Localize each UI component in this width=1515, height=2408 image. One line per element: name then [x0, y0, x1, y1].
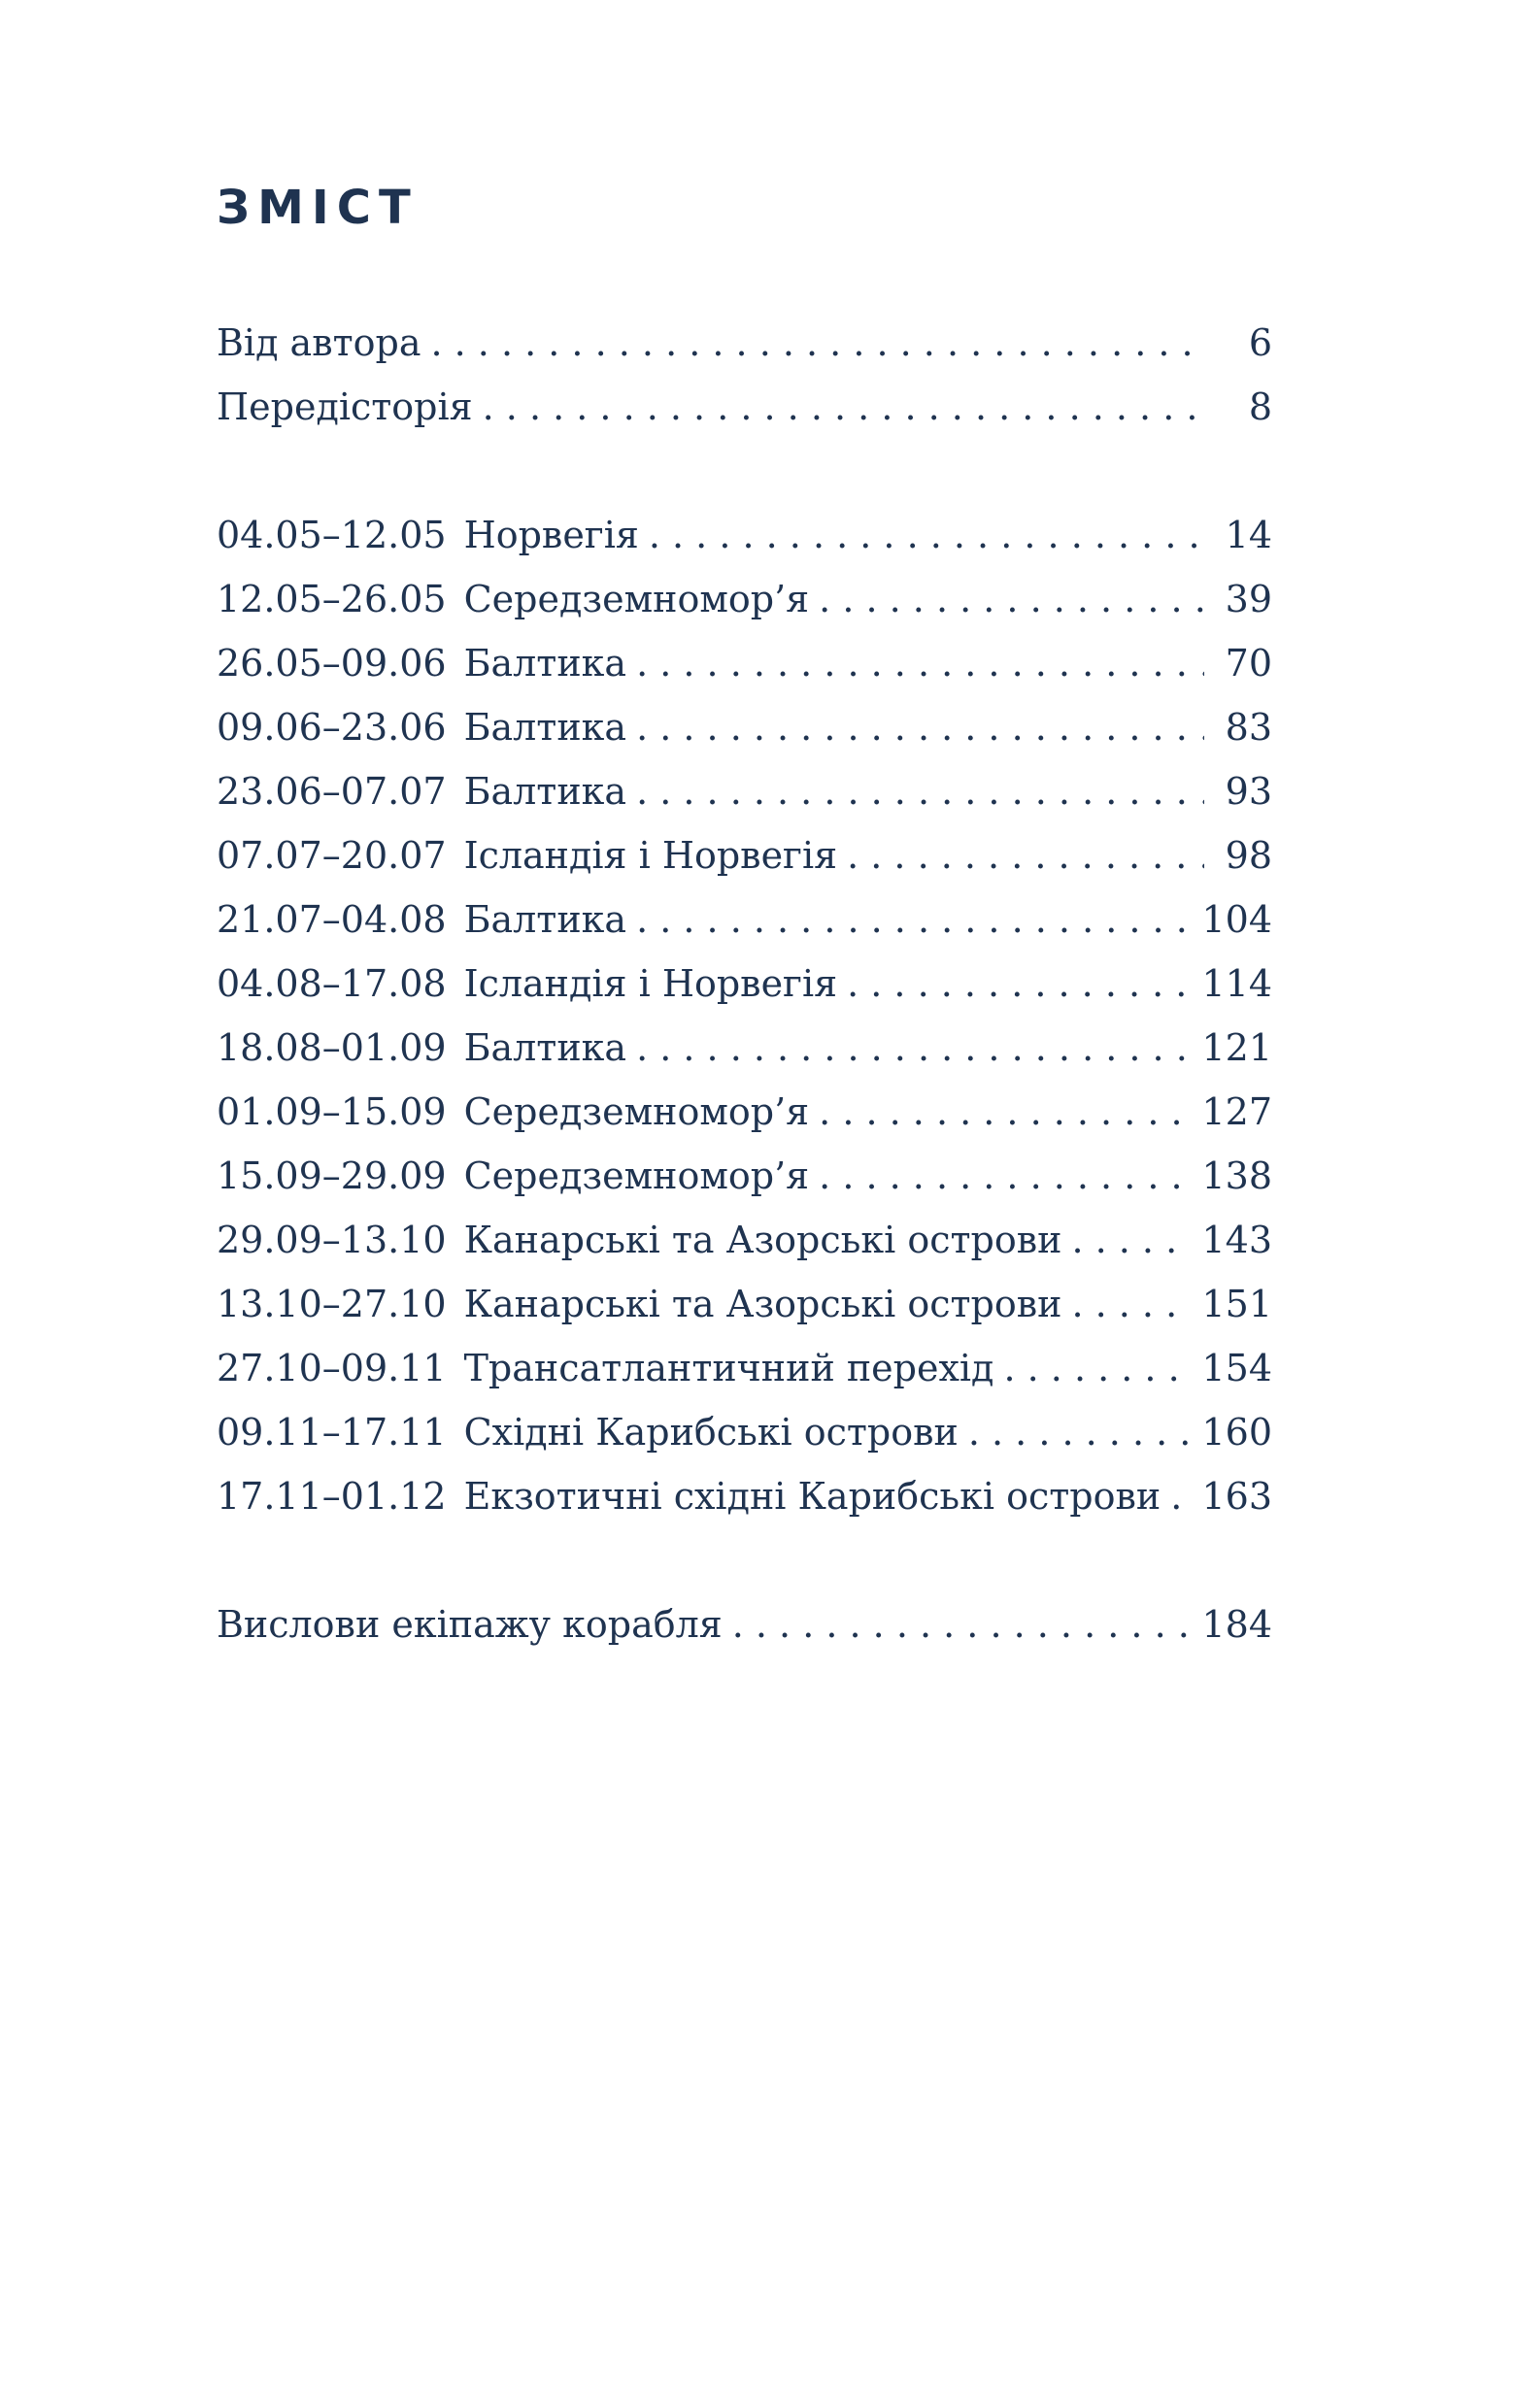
toc-entry-dates: 15.09–29.09: [217, 1154, 447, 1197]
toc-entry[interactable]: [217, 823, 1272, 887]
toc-entry-dates: 04.05–12.05: [217, 514, 447, 556]
toc-entry-title: Балтика: [463, 898, 627, 941]
toc-entry-title: Балтика: [463, 642, 627, 685]
toc-entry-title: Ісландія і Норвегія: [463, 834, 838, 877]
toc-entry-title: Ісландія і Норвегія: [463, 962, 838, 1005]
toc-entry[interactable]: [217, 311, 1272, 375]
toc-entry-title: Канарські та Азорські острови: [463, 1283, 1062, 1325]
toc-entry[interactable]: [217, 1144, 1272, 1208]
toc-entry-page: 151: [1201, 1283, 1272, 1325]
dot-leader: [968, 1400, 1193, 1464]
toc-entry-title: Східні Карибські острови: [463, 1411, 959, 1454]
toc-entry-page: 121: [1201, 1026, 1272, 1069]
toc-entry-page: 6: [1248, 321, 1272, 364]
dot-leader: [636, 887, 1192, 952]
toc-entry-dates: 07.07–20.07: [217, 834, 447, 877]
dot-leader: [636, 695, 1204, 759]
toc-entry[interactable]: [217, 1272, 1272, 1336]
toc-entry-page: 143: [1201, 1219, 1272, 1261]
toc-entry-page: 114: [1201, 962, 1272, 1005]
toc-entry[interactable]: [217, 1464, 1272, 1528]
toc-entry-page: 160: [1201, 1411, 1272, 1454]
table-of-contents: [217, 311, 1272, 1656]
toc-entry-page: 70: [1225, 642, 1272, 685]
toc-entry[interactable]: [217, 1336, 1272, 1400]
dot-leader: [636, 631, 1204, 695]
toc-entry[interactable]: [217, 1592, 1272, 1656]
toc-entry-page: 93: [1225, 770, 1272, 813]
toc-entry-title: Вислови екіпажу корабля: [217, 1603, 723, 1646]
toc-entry-page: 8: [1248, 385, 1272, 428]
toc-entry-page: 163: [1201, 1475, 1272, 1518]
toc-entry[interactable]: [217, 375, 1272, 439]
toc-entry[interactable]: [217, 1400, 1272, 1464]
dot-leader: [819, 567, 1204, 631]
toc-entry[interactable]: [217, 631, 1272, 695]
dot-leader: [819, 1080, 1192, 1144]
toc-entry-title: Середземномор’я: [463, 578, 810, 620]
voyages-group: [217, 503, 1272, 1528]
toc-entry[interactable]: [217, 1016, 1272, 1080]
toc-entry-title: Від автора: [217, 321, 421, 364]
dot-leader: [1170, 1464, 1192, 1528]
toc-entry-title: Екзотичні східні Карибські острови: [463, 1475, 1162, 1518]
toc-entry-page: 14: [1225, 514, 1272, 556]
toc-entry-dates: 23.06–07.07: [217, 770, 447, 813]
toc-entry-dates: 27.10–09.11: [217, 1347, 447, 1389]
toc-entry-dates: 17.11–01.12: [217, 1475, 447, 1518]
toc-entry-dates: 01.09–15.09: [217, 1090, 447, 1133]
toc-entry[interactable]: [217, 567, 1272, 631]
toc-entry-title: Канарські та Азорські острови: [463, 1219, 1062, 1261]
toc-entry-page: 154: [1201, 1347, 1272, 1389]
dot-leader: [1071, 1272, 1192, 1336]
toc-entry-page: 138: [1201, 1154, 1272, 1197]
toc-entry-title: Середземномор’я: [463, 1090, 810, 1133]
dot-leader: [430, 311, 1204, 375]
page-title: ЗМІСТ: [217, 181, 419, 235]
toc-entry-title: Балтика: [463, 770, 627, 813]
toc-entry-title: Норвегія: [463, 514, 639, 556]
dot-leader: [732, 1592, 1193, 1656]
toc-entry[interactable]: [217, 503, 1272, 567]
toc-entry-dates: 26.05–09.06: [217, 642, 447, 685]
toc-entry-page: 98: [1225, 834, 1272, 877]
dot-leader: [1071, 1208, 1192, 1272]
toc-entry-dates: 12.05–26.05: [217, 578, 447, 620]
toc-entry-page: 104: [1201, 898, 1272, 941]
toc-entry-title: Трансатлантичний перехід: [463, 1347, 994, 1389]
toc-entry-dates: 09.06–23.06: [217, 706, 447, 749]
toc-entry-dates: 09.11–17.11: [217, 1411, 447, 1454]
front-matter-group: [217, 311, 1272, 439]
toc-entry[interactable]: [217, 887, 1272, 952]
toc-entry-dates: 29.09–13.10: [217, 1219, 447, 1261]
toc-entry-title: Балтика: [463, 1026, 627, 1069]
dot-leader: [847, 823, 1204, 887]
toc-entry-page: 184: [1201, 1603, 1272, 1646]
dot-leader: [847, 952, 1192, 1016]
toc-entry-title: Середземномор’я: [463, 1154, 810, 1197]
dot-leader: [636, 1016, 1192, 1080]
toc-entry[interactable]: [217, 1080, 1272, 1144]
toc-entry-page: 83: [1225, 706, 1272, 749]
toc-entry[interactable]: [217, 952, 1272, 1016]
toc-entry-title: Балтика: [463, 706, 627, 749]
dot-leader: [636, 759, 1204, 823]
toc-entry-dates: 13.10–27.10: [217, 1283, 447, 1325]
toc-entry-dates: 04.08–17.08: [217, 962, 447, 1005]
toc-entry-title: Передісторія: [217, 385, 473, 428]
dot-leader: [1003, 1336, 1192, 1400]
toc-entry-dates: 21.07–04.08: [217, 898, 447, 941]
toc-entry-page: 39: [1225, 578, 1272, 620]
dot-leader: [483, 375, 1204, 439]
toc-entry[interactable]: [217, 1208, 1272, 1272]
dot-leader: [649, 503, 1204, 567]
toc-entry-dates: 18.08–01.09: [217, 1026, 447, 1069]
dot-leader: [819, 1144, 1192, 1208]
toc-entry[interactable]: [217, 695, 1272, 759]
toc-entry[interactable]: [217, 759, 1272, 823]
toc-entry-page: 127: [1201, 1090, 1272, 1133]
back-matter-group: [217, 1592, 1272, 1656]
